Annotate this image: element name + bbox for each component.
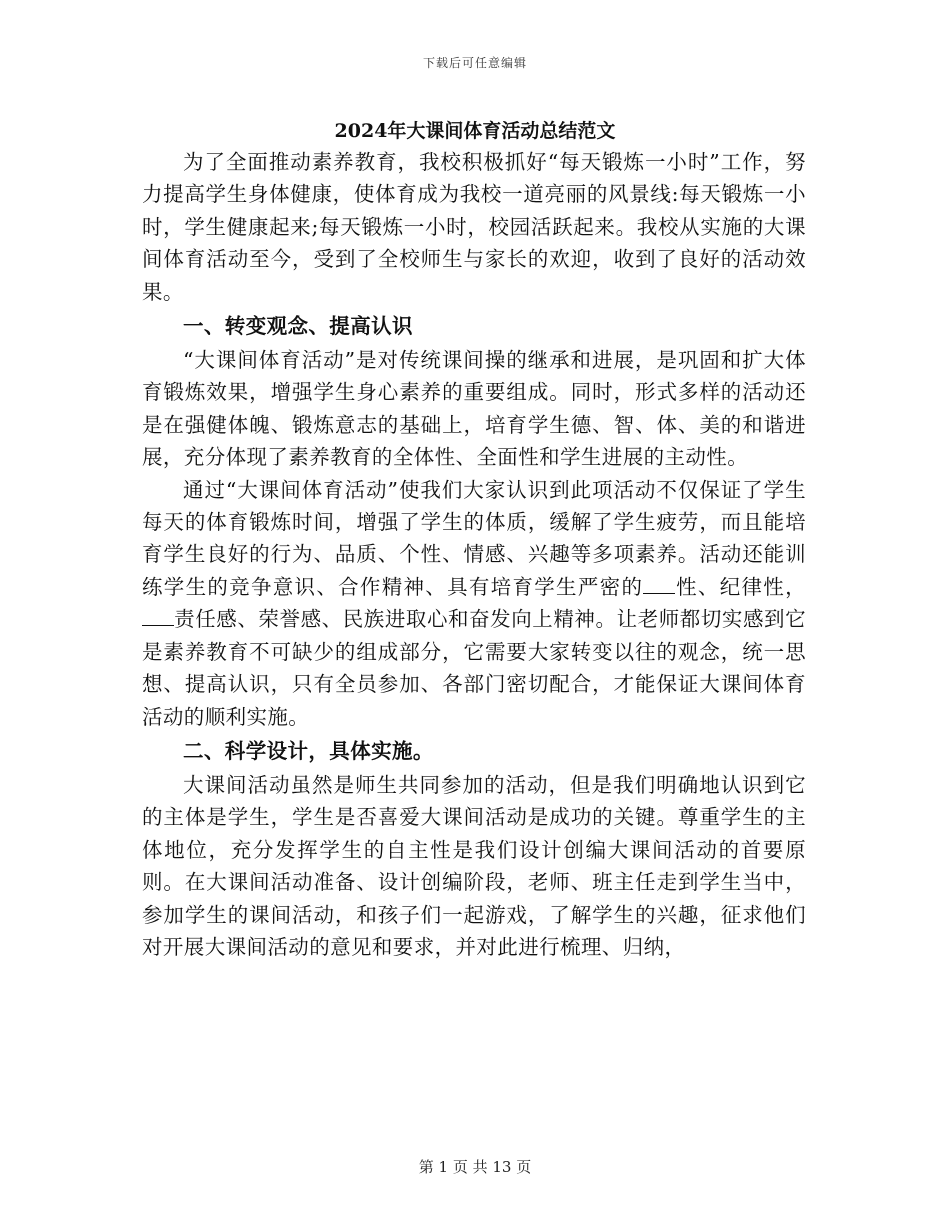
paragraph-text: 性、纪律性， [675,574,806,599]
section-1-paragraph-2 [142,474,806,733]
section-1-heading: 一、转变观念、提高认识 [183,314,413,339]
section-1-paragraph-1: “大课间体育活动”是对传统课间操的继承和进展，是巩固和扩大体育锻炼效果，增强学生身心素养的重要组成。同时，形式多样的活动还是在强健体魄、锻炼意志的基础上，培育学生德、智、体、美的和谐进展，充分体现了素养教育的全体性、全面性和学生进展的主动性。 [142,348,806,470]
document-title: 2024年大课间体育活动总结范文 [334,120,616,142]
page-number: 第 1 页 共 13 页 [418,1158,532,1176]
section-2-heading: 二、科学设计，具体实施。 [183,738,434,763]
document-body [142,146,806,963]
fill-in-blank [142,607,174,626]
header-note: 下载后可任意编辑 [422,56,527,70]
fill-in-blank [643,575,675,594]
intro-paragraph: 为了全面推动素养教育，我校积极抓好“每天锻炼一小时”工作，努力提高学生身体健康，使体育成为我校一道亮丽的风景线:每天锻炼一小时，学生健康起来;每天锻炼一小时，校园活跃起来。我校从实施的大课间体育活动至今，受到了全校师生与家长的欢迎，收到了良好的活动效果。 [142,150,806,304]
section-2-paragraph-1: 大课间活动虽然是师生共同参加的活动，但是我们明确地认识到它的主体是学生，学生是否喜爱大课间活动是成功的关键。尊重学生的主体地位，充分发挥学生的自主性是我们设计创编大课间活动的首要原则。在大课间活动准备、设计创编阶段，老师、班主任走到学生当中，参加学生的课间活动，和孩子们一起游戏，了解学生的兴趣，征求他们对开展大课间活动的意见和要求，并对此进行梳理、归纳， [142,772,806,959]
paragraph-text: 责任感、荣誉感、民族进取心和奋发向上精神。让老师都切实感到它是素养教育不可缺少的组成部分，它需要大家转变以往的观念，统一思想、提高认识，只有全员参加、各部门密切配合，才能保证大课间体育活动的顺利实施。 [142,607,806,729]
paragraph-text: 通过“大课间体育活动”使我们大家认识到此项活动不仅保证了学生每天的体育锻炼时间，增强了学生的体质，缓解了学生疲劳，而且能培育学生良好的行为、品质、个性、情感、兴趣等多项素养。活动还能训练学生的竞争意识、合作精神、具有培育学生严密的 [142,477,806,599]
